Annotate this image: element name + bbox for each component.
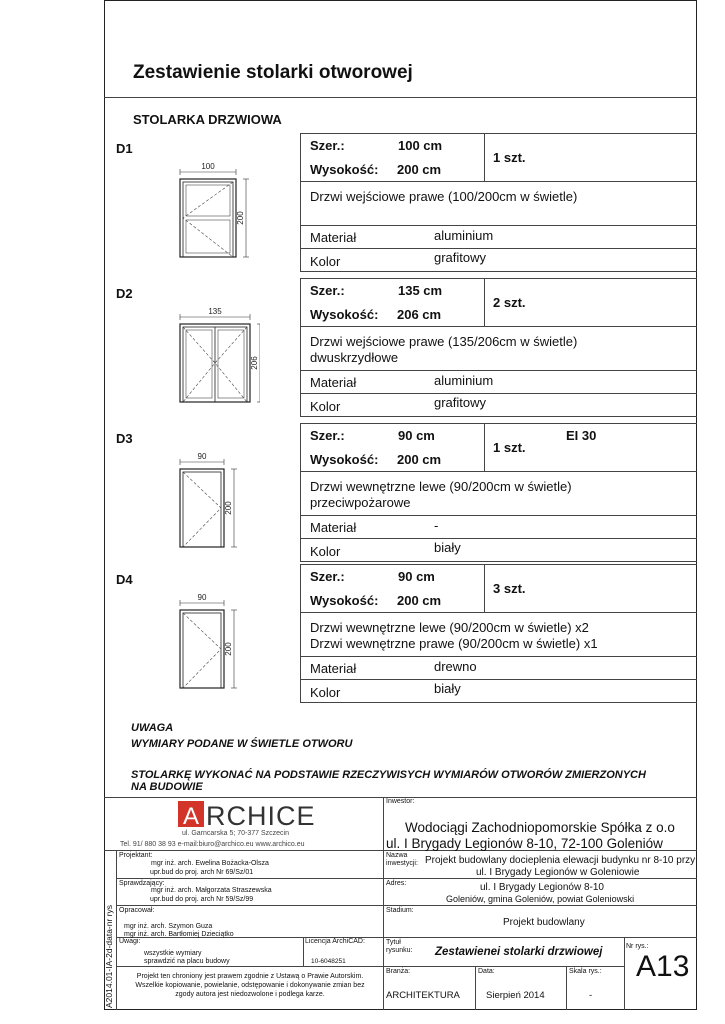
width-label: Szer.: [310,138,345,153]
row-qty-line [484,423,485,471]
door-leaf [183,613,221,688]
color-value: grafitowy [434,250,487,265]
height-value: 200 cm [397,593,442,608]
dimension-width-label: 90 [197,452,207,461]
dimension-width-label: 90 [197,593,207,602]
door-elevation-drawing [160,139,260,259]
row-line [300,679,697,680]
titleblock-scale-line [566,966,567,1010]
row-bottom-line [300,702,697,703]
checker-licence: upr.bud do proj. arch Nr 59/Sz/99 [150,896,254,903]
designer-label: Projektant: [119,852,153,859]
scale-value: - [589,990,593,1001]
door-frame [180,610,224,688]
file-reference: A2014.01-IA-2d-data-nr rys [104,905,114,1008]
opening-indicator [183,182,233,257]
titleblock-line [116,878,697,879]
description-line-2: Drzwi wewnętrzne prawe (90/200cm w świetle) x1 [310,636,598,651]
address-2: Goleniów, gmina Goleniów, powiat Goleniowski [446,894,635,904]
titleblock-side-line [116,850,117,1010]
opening-indicator [215,327,247,402]
height-value: 200 cm [397,452,442,467]
row-qty-line [484,278,485,326]
glass-pane [186,185,230,216]
door-leaf [183,472,221,547]
row-line [300,515,697,516]
dimension-width-label: 100 [201,162,215,171]
row-line [300,248,697,249]
row-top-line [300,423,697,424]
stage-value: Projekt budowlany [503,917,585,928]
glass-pane [218,330,244,398]
remarks-label: Uwagi: [119,938,141,945]
titleblock-date-line [475,966,476,1010]
copyright-3: zgody autora jest niedozwolone i podlega karze. [175,991,325,998]
titleblock-nr-line [624,937,625,1010]
drawing-title-label-2: rysunku: [386,947,413,954]
door-id: D1 [116,141,133,156]
company-address: ul. Garncarska 5; 70-377 Szczecin [182,830,289,837]
opening-indicator [183,472,221,547]
color-label: Kolor [310,685,341,700]
author-2: mgr inż. arch. Bartłomiej Dzieciątko [124,931,234,938]
quantity: 3 szt. [493,581,526,596]
scale-label: Skala rys.: [569,968,602,975]
investor-name: Wodociągi Zachodniopomorskie Spółka z o.o [405,820,675,835]
stage-label: Stadium: [386,907,414,914]
description-line-1: Drzwi wewnętrzne lewe (90/200cm w świetle) x2 [310,620,589,635]
licence-number: 10-6048251 [311,958,346,965]
height-label: Wysokość: [310,162,379,177]
company-contact: Tel. 91/ 880 38 93 e-mail:biuro@archico.eu www.archico.eu [120,841,305,848]
note-measure-cont: NA BUDOWIE [131,781,203,793]
color-value: biały [434,681,461,696]
dimension-height-label: 206 [250,356,259,370]
row-line [300,612,697,613]
titleblock-mid-line [383,797,384,1010]
color-value: grafitowy [434,395,487,410]
fire-class: EI 30 [566,428,597,443]
color-value: biały [434,540,461,555]
date-label: Data: [478,968,495,975]
note-dimensions: WYMIARY PODANE W ŚWIETLE OTWORU [131,738,353,750]
branch-label: Branża: [386,968,411,975]
row-line [300,393,697,394]
project-name-label-2: inwestycji: [386,860,418,867]
material-value: - [434,518,439,533]
width-value: 135 cm [398,283,443,298]
row-bottom-line [300,561,697,562]
archico-logo [178,799,318,829]
door-id: D3 [116,431,133,446]
designer-licence: upr.bud do proj. arch Nr 69/Sz/01 [150,869,254,876]
row-left-line [300,133,301,271]
note-title: UWAGA [131,722,174,734]
glass-pane [186,330,212,398]
height-value: 200 cm [397,162,442,177]
date-value: Sierpień 2014 [486,990,545,1001]
glass-pane [186,220,230,253]
door-elevation-drawing [160,570,260,690]
row-line [300,656,697,657]
row-left-line [300,423,301,561]
drawing-title-label: Tytuł [386,939,401,946]
door-elevation-drawing [160,284,260,404]
svg-text:A: A [182,803,200,829]
height-label: Wysokość: [310,307,379,322]
color-label: Kolor [310,254,341,269]
dimension-height-label: 200 [224,501,233,515]
opening-indicator [183,327,215,402]
row-line [300,370,697,371]
row-line [300,538,697,539]
project-name-2: ul. I Brygady Legionów w Goleniowie [476,867,640,878]
door-frame [180,469,224,547]
page-title: Zestawienie stolarki otworowej [133,62,413,83]
material-label: Materiał [310,375,357,390]
copyright-1: Projekt ten chroniony jest prawem zgodnie z Ustawą o Prawie Autorskim. [136,973,364,980]
material-value: aluminium [434,228,494,243]
remarks-2: sprawdzić na placu budowy [144,958,230,965]
address-label: Adres: [386,880,407,887]
quantity: 2 szt. [493,295,526,310]
door-row [0,133,725,273]
material-label: Materiał [310,661,357,676]
project-name: Projekt budowlany docieplenia elewacji budynku nr 8-10 przy [425,855,696,866]
description-line-1: Drzwi wejściowe prawe (135/206cm w świetle) [310,334,578,349]
width-label: Szer.: [310,569,345,584]
width-label: Szer.: [310,283,345,298]
door-id: D4 [116,572,133,587]
height-value: 206 cm [397,307,442,322]
investor-address: ul. I Brygady Legionów 8-10, 72-100 Goleniów [386,836,663,851]
copyright-2: Wszelkie kopiowanie, powielanie, odstępowanie i dokonywanie zmian bez [135,982,365,989]
description-line-1: Drzwi wejściowe prawe (100/200cm w świetle) [310,189,578,204]
color-label: Kolor [310,544,341,559]
dimension-width-label: 135 [208,307,222,316]
door-leaf [183,182,233,257]
door-frame [180,179,236,257]
drawing-title: Zestawienei stolarki drzwiowej [435,946,603,958]
drawing-number: A13 [636,950,690,983]
dimension-height-label: 200 [224,642,233,656]
width-value: 90 cm [398,569,435,584]
drawing-number-label: Nr rys.: [626,943,649,950]
row-line [300,181,697,182]
row-line [300,326,697,327]
divider [104,97,697,98]
section-title: STOLARKA DRZWIOWA [133,112,282,127]
material-value: drewno [434,659,477,674]
author-1: mgr inż. arch. Szymon Guza [124,923,213,930]
material-value: aluminium [434,373,494,388]
description-line-2: dwuskrzydłowe [310,350,399,365]
author-label: Opracował: [119,907,155,914]
branch-value: ARCHITEKTURA [386,990,460,1001]
material-label: Materiał [310,520,357,535]
row-top-line [300,564,697,565]
svg-text:RCHICE: RCHICE [206,801,316,829]
row-bottom-line [300,271,697,272]
quantity: 1 szt. [493,150,526,165]
quantity: 1 szt. [493,440,526,455]
project-name-label: Nazwa [386,852,408,859]
dimension-height-label: 200 [236,211,245,225]
row-line [300,225,697,226]
titleblock-line [116,905,697,906]
material-label: Materiał [310,230,357,245]
designer-name: mgr inż. arch. Ewelina Bożacka-Olsza [151,860,269,867]
opening-indicator [183,613,221,688]
titleblock-licence-line [303,937,304,966]
door-row [0,423,725,563]
row-qty-line [484,133,485,181]
door-row [0,564,725,704]
investor-label: Inwestor: [386,798,415,805]
width-value: 90 cm [398,428,435,443]
row-qty-line [484,564,485,612]
row-left-line [300,564,301,702]
height-label: Wysokość: [310,452,379,467]
door-row [0,278,725,418]
row-top-line [300,278,697,279]
height-label: Wysokość: [310,593,379,608]
description-line-1: Drzwi wewnętrzne lewe (90/200cm w świetle) [310,479,572,494]
door-id: D2 [116,286,133,301]
remarks-1: wszystkie wymiary [144,950,202,957]
row-line [300,471,697,472]
row-left-line [300,278,301,416]
address-1: ul. I Brygady Legionów 8-10 [480,882,604,893]
checker-name: mgr inż. arch. Małgorzata Straszewska [151,887,272,894]
note-measure: STOLARKĘ WYKONAĆ NA PODSTAWIE RZECZYWISYCH WYMIARÓW OTWORÓW ZMIERZONYCH [131,769,646,781]
row-bottom-line [300,416,697,417]
row-top-line [300,133,697,134]
width-label: Szer.: [310,428,345,443]
description-line-2: przeciwpożarowe [310,495,411,510]
checker-label: Sprawdzający: [119,880,165,887]
titleblock-line [116,966,624,967]
color-label: Kolor [310,399,341,414]
width-value: 100 cm [398,138,443,153]
licence-label: Licencja ArchiCAD: [305,938,365,945]
door-elevation-drawing [160,429,260,549]
